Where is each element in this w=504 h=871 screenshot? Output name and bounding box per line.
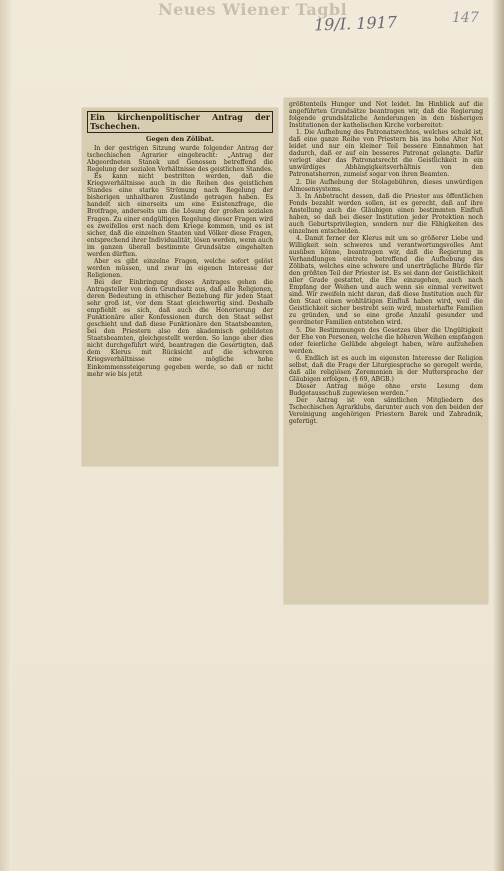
clipping-left-column bbox=[82, 108, 278, 466]
newspaper-masthead: Neues Wiener Tagbl bbox=[158, 0, 348, 19]
paragraph: Aber es gibt einzelne Fragen, welche sofort gelöst werden müssen, und zwar im eigenen Interesse der Religionen. bbox=[87, 257, 273, 279]
paragraph: In der gestrigen Sitzung wurde folgender Antrag der tschechischen Agrarier eingebracht: „Antrag der Abgeordneten Stanek und Genossen betreffend die Regelung der sozialen Verhältnisse des geistlichen Standes. bbox=[87, 145, 273, 174]
paragraph: 1. Die Aufhebung des Patronatsrechtes, welches schuld ist, daß eine ganze Reihe von Priestern bis ins hohe Alter Not leidet und nur ein kleiner Teil bessere Einnahmen hat dadurch, daß er auf ein besseres Patronat gelangte. Dafür verlegt aber das Patronatsrecht die Geistlichkeit in ein unwürdiges Abhängigkeitsverhältnis von den Patronatsherren, zumeist sogar von ihren Beamten. bbox=[289, 129, 483, 179]
paragraph: 5. Die Bestimmungen des Gesetzes über die Ungültigkeit der Ehe von Personen, welche die höheren Weihen empfangen oder feierliche Gelübde abgelegt haben, wäre aufzuheben werden. bbox=[289, 326, 483, 355]
paragraph: Dieser Antrag möge ohne erste Lesung dem Budgetausschuß zugewiesen werden.“ bbox=[289, 382, 483, 397]
paragraph: 2. Die Aufhebung der Stolagebühren, dieses unwürdigen Almosensystems. bbox=[289, 178, 483, 193]
paragraph: 4. Damit ferner der Klerus mit um so größerer Liebe und Willigkeit sein schweres und verantwortungsvolles Amt ausüben könne, beantragen wir, daß die Regierung in Verhandlungen eintrete betreffend die Aufhebung des Zölibats, welches eine schwere und unerträgliche Bürde für den größten Teil der Priester ist. Es sei dann der Geistlichkeit aller Grade gestattet, die Ehe einzugehen, auch nach Empfang der Weihen und auch wenn sie einmal verwitwet sind. Wir zweifeln nicht daran, daß diese Institution auch für den Staat einen wohltätigen Einfluß haben wird, weil die Geistlichkeit sicher bestrebt sein wird, musterhafte Familien zu gründen, und so eine große Anzahl gesunder und geordneter Familien entstehen wird. bbox=[289, 234, 483, 327]
article-headline: Ein kirchenpolitischer Antrag der Tschechen. bbox=[87, 111, 273, 133]
sheet-left-edge bbox=[0, 0, 12, 871]
sheet-right-edge bbox=[492, 0, 504, 871]
paragraph: Es kann nicht bestritten werden, daß die Kriegsverhältnisse auch in die Reihen des geistlichen Standes eine starke Strömung nach Regelung der bisherigen unhaltbaren Zustände getragen haben. Es handelt sich einerseits um eine Existenzfrage, die Brotfrage, anderseits um die Lösung der großen sozialen Fragen. Zu einer endgültigen Regelung dieser Fragen wird es zweifellos erst nach dem Kriege kommen, und es ist sicher, daß die einzelnen Staaten und Völker diese Fragen, entsprechend ihrer Individualität, lösen werden, wenn auch im ganzen überall bestimmte Grundsätze eingehalten werden dürften. bbox=[87, 173, 273, 258]
paragraph: größtenteils Hunger und Not leidet. Im Hinblick auf die angeführten Grundsätze beantragen wir, daß die Regierung folgende grundsätzliche Aenderungen in den bisherigen Institutionen der katholischen Kirche vorbereitet: bbox=[289, 101, 483, 130]
article-column-left bbox=[82, 108, 278, 378]
paragraph: 6. Endlich ist es auch im eigensten Interesse der Religion selbst, daß die Frage der Liturgiesprache so geregelt werde, daß alle religiösen Zeremonien in der Muttersprache der Gläubigen erfolgen. (§ 69, ABGB.) bbox=[289, 354, 483, 383]
article-subhead: Gegen den Zölibat. bbox=[146, 135, 214, 143]
article-column-right bbox=[284, 98, 488, 425]
clipping-right-column bbox=[284, 98, 488, 604]
handwritten-date: 19/I. 1917 bbox=[313, 12, 398, 35]
handwritten-archive-number: 147 bbox=[452, 10, 479, 26]
paragraph: Bei der Einbringung dieses Antrages gehen die Antragsteller von dem Grundsatz aus, daß alle Religionen, deren Bedeutung in ethischer Beziehung für jeden Staat sehr groß ist, vor dem Staat gleichwertig sind. Deshalb empfiehlt es sich, daß auch die Honorierung der Funktionäre aller Konfessionen durch den Staat selbst geschieht und daß diese Funktionäre den Staatsbeamten, bei den Priestern also den akademisch gebildeten Staatsbeamten, gleichgestellt werden. So lange aber dies nicht durchgeführt wird, beantragen die Gesertigten, daß dem Klerus mit Rücksicht auf die schweren Kriegsverhältnisse eine mögliche hohe Einkommenssteigerung gegeben werde, so daß er nicht mehr wie bis jetzt bbox=[87, 278, 273, 378]
paragraph: Der Antrag ist von sämtlichen Mitgliedern des Tschechischen Agrarklubs, darunter auch von den beiden der Vereinigung angehörigen Priestern Barek und Zahradnik, gefertigt. bbox=[289, 396, 483, 426]
paragraph: 3. In Anbetracht dessen, daß die Priester aus öffentlichen Fonds bezahlt werden sollen, ist es gerecht, daß auf ihre Anstellung auch die Gläubigen einen bestimmten Einfluß haben, so daß bei dieser Institution jeder Protektion noch auch Geburtsprivilegien, sondern nur die Fähigkeiten des einzelnen entscheiden. bbox=[289, 192, 483, 235]
